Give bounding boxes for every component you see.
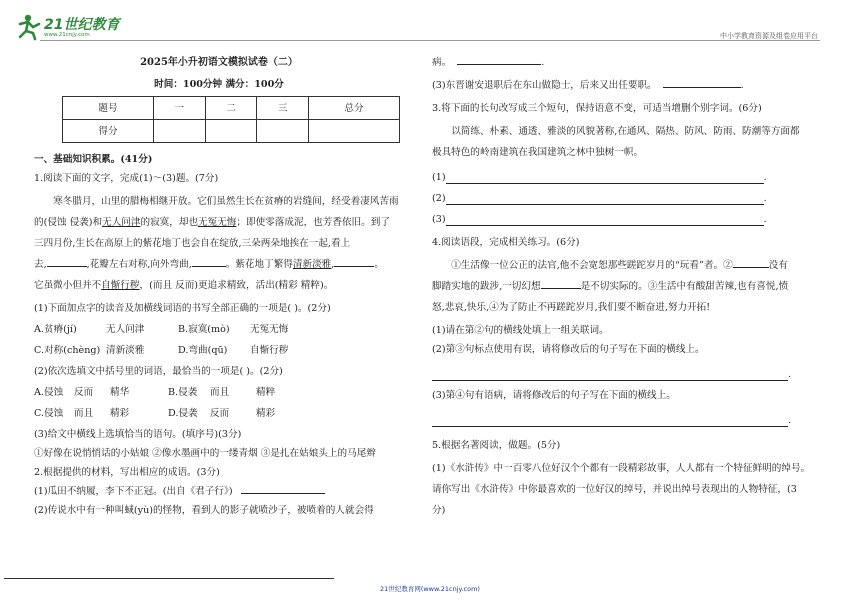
- passage-text: ,花瓣左右对称,向外弯曲,: [86, 259, 192, 270]
- question-4-3: (3)第④句有语病，请将修改后的句子写在下面的横线上。: [432, 390, 676, 401]
- passage-text: 脚踏实地的跋涉,一切幻想: [432, 281, 541, 292]
- option[interactable]: D.侵袭: [168, 408, 198, 419]
- option-term: 精华: [110, 387, 130, 398]
- table-header-cell: 一: [154, 97, 206, 120]
- table-header-cell: 三: [257, 97, 309, 120]
- passage-text: 。紫花地丁繁得: [225, 259, 293, 270]
- fill-blank[interactable]: [192, 266, 226, 267]
- passage-line: [34, 212, 404, 233]
- option-term: 精粹: [256, 387, 276, 398]
- logo-text: 21世纪教育: [44, 17, 120, 33]
- answer-blank[interactable]: [432, 380, 788, 381]
- fill-blank[interactable]: [47, 266, 87, 267]
- question-text: (3)东晋谢安退职后在东山做隐士，后来又出任要职。: [432, 80, 657, 91]
- option[interactable]: B.寂寞(mò): [178, 324, 230, 335]
- fill-blank[interactable]: [541, 288, 581, 289]
- score-table: [62, 96, 400, 143]
- fill-blank[interactable]: [733, 267, 769, 268]
- score-cell[interactable]: [154, 120, 206, 143]
- question-2-2-cont: [432, 56, 824, 69]
- header-divider: [40, 40, 820, 41]
- option-term: 而且: [74, 408, 94, 419]
- answer-label: (1): [432, 172, 446, 183]
- option-term: 无冤无悔: [250, 324, 289, 335]
- passage-text: 它虽微小但并不: [34, 280, 102, 291]
- punctuation: .: [788, 369, 792, 380]
- answer-blank[interactable]: [241, 493, 325, 494]
- footer-text: 21世纪教育网(www.21cnjy.com): [380, 585, 480, 593]
- option-term: 反而: [210, 408, 230, 419]
- question-text: (1)瓜田不纳履，李下不正冠。(出自《君子行》): [34, 486, 233, 497]
- question-3-passage: 以简练、朴素、通透、雅淡的风貌著称,在通风、隔热、防风、防雨、防潮等方面都: [451, 126, 800, 137]
- question-5-1: 请你写出《水浒传》中你最喜欢的一位好汉的绰号，并说出绰号表现出的人物特征，(3: [432, 484, 797, 495]
- option[interactable]: C.对称(chèng): [34, 345, 101, 356]
- punctuation: .: [788, 415, 792, 426]
- logo: [14, 10, 124, 42]
- passage-text: ，(而且 反而)更追求精致，活出(精彩 精粹)。: [139, 280, 334, 291]
- question-4-2: (2)第③句标点使用有误，请将修改后的句子写在下面的横线上。: [432, 344, 705, 355]
- question-3: 3.将下面的长句改写成三个短句，保持语意不变，可适当增删个别字词。(6分): [432, 103, 762, 114]
- question-1: 1.阅读下面的文字，完成(1)～(3)题。(7分): [34, 173, 219, 184]
- question-2: 2.根据提供的材料，写出相应的成语。(3分): [34, 467, 220, 478]
- question-5: 5.根据名著阅读，做题。(5分): [432, 440, 561, 451]
- question-5-1: (1)《水浒传》中一百零八位好汉个个都有一段精彩故事，人人都有一个特征鲜明的绰号。: [432, 463, 811, 474]
- left-column: [34, 52, 404, 523]
- underlined-term: 无人问津: [102, 217, 141, 228]
- answer-blank[interactable]: [432, 426, 788, 427]
- question-1-3: (3)给文中横线上选填恰当的语句。(填序号)(3分): [34, 429, 242, 440]
- option[interactable]: B.侵袭: [168, 387, 198, 398]
- question-5-1: 分): [432, 505, 446, 516]
- answer-blank[interactable]: [446, 204, 764, 205]
- underlined-term: 自惭行秽: [101, 280, 140, 291]
- answer-blank[interactable]: [446, 225, 764, 226]
- option-row: [34, 344, 404, 357]
- passage-text: 没有: [768, 260, 788, 271]
- underlined-term: 无冤无悔: [198, 217, 237, 228]
- question-4-1: (1)请在第②句的横线处填上一组关联词。: [432, 325, 609, 336]
- answer-label: (3): [432, 214, 446, 225]
- footer-divider: [4, 578, 334, 579]
- passage-text: 的(侵蚀 侵袭)和: [34, 217, 103, 228]
- passage-text: ；即使零落成泥，也芳香依旧。到了: [236, 217, 390, 228]
- table-header-cell: 总分: [308, 97, 399, 120]
- score-table-row: [63, 120, 400, 143]
- table-row-label: 得分: [63, 120, 154, 143]
- passage-line: [34, 254, 404, 275]
- option-row: [34, 407, 404, 420]
- option-row: [34, 386, 404, 399]
- table-header-cell: 二: [205, 97, 257, 120]
- question-4: 4.阅读语段，完成相关练习。(6分): [432, 237, 580, 248]
- option-term: 而且: [210, 387, 230, 398]
- question-1-3-options: ①好像在说悄悄话的小姑娘 ②像水墨画中的一缕青烟 ③是扎在姑娘头上的马尾辫: [34, 448, 376, 459]
- passage-line: [34, 275, 404, 296]
- table-header-cell: 题号: [63, 97, 154, 120]
- punctuation: .: [763, 172, 767, 183]
- score-cell[interactable]: [308, 120, 399, 143]
- answer-blank[interactable]: [457, 64, 541, 65]
- question-1-1: (1)下面加点字的读音及加横线词语的书写全部正确的一项是( )。(2分): [34, 303, 331, 314]
- fill-blank[interactable]: [334, 266, 374, 267]
- question-4-passage: [432, 255, 824, 276]
- answer-blank[interactable]: [446, 183, 764, 184]
- section-heading: 一、基础知识积累。(41分): [34, 154, 153, 165]
- passage-text: ①生活像一位公正的法官,他不会宽恕那些蹉跎岁月的“玩看”者。②: [451, 260, 733, 271]
- punctuation: .: [740, 80, 744, 91]
- question-text: 病。: [432, 57, 452, 68]
- question-2-2: (2)传说水中有一种叫蜮(yù)的怪物，看到人的影子就喷沙子，被喷着的人就会得: [34, 505, 374, 516]
- option[interactable]: C.侵蚀: [34, 408, 64, 419]
- score-table-header-row: [63, 97, 400, 120]
- passage-text: 是不切实际的。③生活中有酸甜苦辣,也有喜悦,愤: [580, 281, 789, 292]
- passage-text: ,: [331, 259, 335, 270]
- option-term: 精彩: [110, 408, 130, 419]
- answer-label: (2): [432, 193, 446, 204]
- underlined-term: 清新淡雅: [292, 259, 332, 270]
- option[interactable]: A.贫瘠(jí): [34, 324, 77, 335]
- score-cell[interactable]: [205, 120, 257, 143]
- passage: [34, 191, 404, 296]
- option-term: 反而: [74, 387, 94, 398]
- answer-line-row: [432, 171, 824, 184]
- passage-text: 的寂寞，却也: [140, 217, 199, 228]
- question-2-3: [432, 79, 824, 92]
- question-4-passage: 怒,悲哀,快乐,④为了防止不再蹉跎岁月,我们要不断奋进,努力开拓!: [432, 302, 711, 313]
- answer-line-row: [432, 368, 824, 381]
- exam-meta: 时间：100分钟 满分：100分: [154, 79, 284, 90]
- question-2-1: [34, 485, 404, 498]
- right-column: [432, 56, 824, 521]
- punctuation: .: [541, 57, 545, 68]
- logo-subtext: www.21cnjy.com: [44, 32, 90, 38]
- answer-line-row: [432, 192, 824, 205]
- option-term: 无人问津: [106, 324, 145, 335]
- option[interactable]: D.弯曲(qū): [178, 345, 228, 356]
- question-4-passage: [432, 276, 824, 297]
- passage-line: 三四月份,生长在高原上的紫花地丁也会自在绽放,三朵两朵地挨在一起,看上: [34, 238, 351, 249]
- option-term: 清新淡雅: [106, 345, 145, 356]
- option[interactable]: A.侵蚀: [34, 387, 64, 398]
- option-row: [34, 323, 404, 336]
- passage-line: 寒冬腊月，山里的腊梅相继开放。它们虽然生长在贫瘠的岩缝间，经受着凄风苦雨: [53, 196, 399, 207]
- passage-text: 。: [374, 259, 384, 270]
- passage-text: 去,: [34, 259, 47, 270]
- question-3-passage: 极具特色的岭南建筑在我国建筑之林中独树一帜。: [432, 147, 644, 158]
- score-cell[interactable]: [257, 120, 309, 143]
- option-term: 自惭行秽: [250, 345, 289, 356]
- option-term: 精彩: [256, 408, 276, 419]
- punctuation: .: [763, 214, 767, 225]
- punctuation: .: [763, 193, 767, 204]
- question-1-2: (2)依次选填文中括号里的词语，最恰当的一项是( )。(2分): [34, 366, 283, 377]
- answer-line-row: [432, 213, 824, 226]
- answer-line-row: [432, 414, 824, 427]
- answer-blank[interactable]: [663, 87, 741, 88]
- exam-title: 2025年小升初语文模拟试卷（二）: [140, 57, 298, 68]
- header-platform-text: 中小学教育资源及组卷应用平台: [720, 32, 818, 40]
